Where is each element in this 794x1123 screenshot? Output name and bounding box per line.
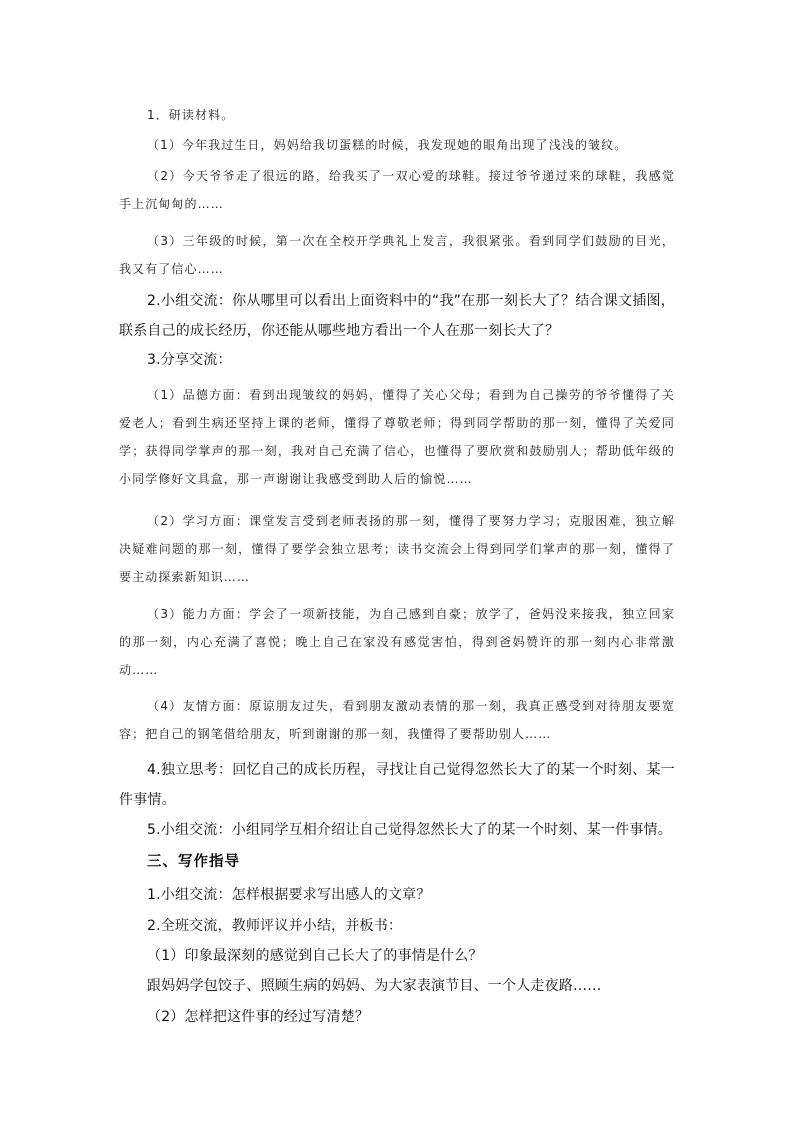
paragraph-material-2: （2）今天爷爷走了很远的路，给我买了一双心爱的球鞋。接过爷爷递过来的球鞋，我感觉手上沉甸甸的……	[119, 169, 675, 211]
paragraph-examples: 跟妈妈学包饺子、照顾生病的妈妈、为大家表演节目、一个人走夜路……	[147, 978, 602, 994]
paragraph-question-2: （2）怎样把这件事的经过写清楚？	[147, 1009, 370, 1025]
paragraph-study-aspect: （2）学习方面：课堂发言受到老师表扬的那一刻，懂得了要努力学习；克服困难，独立解决疑难问题的那一刻，懂得了要学会独立思考；读书交流会上得到同学们掌声的那一刻，懂得了要主动探索新知识……	[119, 514, 675, 584]
paragraph-class-summary: 2.全班交流，教师评议并小结，并板书：	[147, 918, 403, 934]
paragraph-material-3: （3）三年级的时候，第一次在全校开学典礼上发言，我很紧张。看到同学们鼓励的目光，我又有了信心……	[119, 234, 675, 276]
paragraph-study-materials: 1．研读材料。	[147, 108, 235, 122]
paragraph-share-exchange: 3.分享交流：	[147, 352, 232, 368]
paragraph-group-discussion: 2.小组交流：你从哪里可以看出上面资料中的“我”在那一刻长大了？结合课文插图，联系自己的成长经历，你还能从哪些地方看出一个人在那一刻长大了？	[119, 293, 675, 339]
paragraph-question-1: （1）印象最深刻的感觉到自己长大了的事情是什么？	[147, 948, 483, 964]
paragraph-independent-thinking: 4.独立思考：回忆自己的成长历程，寻找让自己觉得忽然长大了的某一个时刻、某一件事情。	[119, 762, 675, 808]
paragraph-ability-aspect: （3）能力方面：学会了一项新技能，为自己感到自豪；放学了，爸妈没来接我，独立回家的那一刻，内心充满了喜悦；晚上自己在家没有感觉害怕，得到爸妈赞许的那一刻内心非常激动……	[119, 607, 675, 677]
section-heading-writing-guidance: 三、写作指导	[147, 854, 240, 870]
paragraph-group-introduction: 5.小组交流：小组同学互相介绍让自己觉得忽然长大了的某一个时刻、某一件事情。	[147, 822, 672, 838]
paragraph-friendship-aspect: （4）友情方面：原谅朋友过失，看到朋友激动表情的那一刻，我真正感受到对待朋友要宽容；把自己的钢笔借给朋友，听到谢谢的那一刻，我懂得了要帮助别人……	[119, 699, 675, 741]
paragraph-moral-aspect: （1）品德方面：看到出现皱纹的妈妈，懂得了关心父母；看到为自己操劳的爷爷懂得了关爱老人；看到生病还坚持上课的老师，懂得了尊敬老师；得到同学帮助的那一刻，懂得了关爱同学；获得同学掌声的那一刻，我对自己充满了信心，也懂得了要欣赏和鼓励别人；帮助低年级的小同学修好文具盒，那一声谢谢让我感受到助人后的愉悦……	[119, 388, 675, 486]
paragraph-writing-question: 1.小组交流：怎样根据要求写出感人的文章？	[147, 887, 431, 903]
paragraph-material-1: （1）今年我过生日，妈妈给我切蛋糕的时候，我发现她的眼角出现了浅浅的皱纹。	[147, 138, 628, 152]
